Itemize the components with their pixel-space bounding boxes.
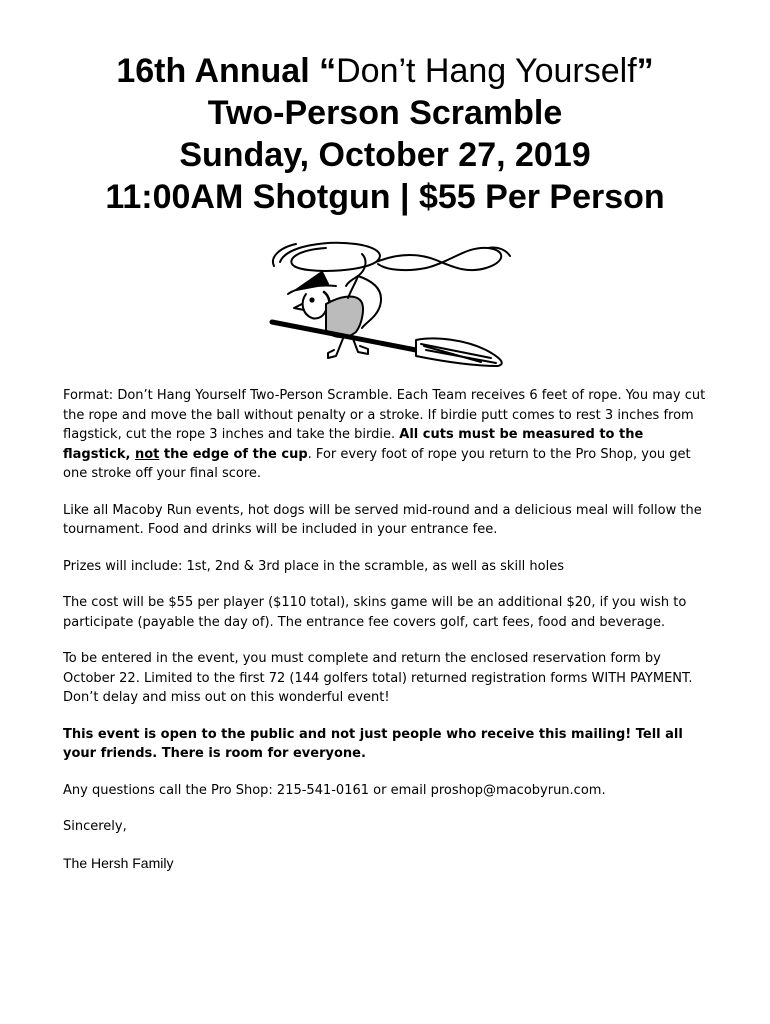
closing-line: Sincerely, bbox=[63, 819, 127, 834]
format-rule-bold-a: All cuts must be measured to the flagstick, bbox=[63, 427, 644, 462]
heading-date: Sunday, October 27, 2019 bbox=[179, 136, 591, 174]
food-paragraph: Like all Macoby Run events, hot dogs will be served mid-round and a delicious meal will follow the tournament. Food and drinks will be included in your entrance fee. bbox=[63, 502, 702, 537]
format-text-b: . For every foot of rope you return to the Pro Shop, you get one stroke off your final score. bbox=[63, 446, 691, 481]
cost-paragraph: The cost will be $55 per player ($110 total), skins game will be an additional $20, if you wish to participate (payable the day of). The entrance fee covers golf, cart fees, food and beverage. bbox=[63, 595, 687, 630]
letter-body bbox=[63, 386, 713, 890]
public-paragraph: This event is open to the public and not just people who receive this mailing! Tell all your friends. There is room for everyone. bbox=[63, 726, 683, 761]
format-paragraph bbox=[63, 386, 713, 484]
heading-open-quote: “ bbox=[319, 52, 337, 90]
format-text-a: Format: Don’t Hang Yourself Two-Person Scramble. Each Team receives 6 feet of rope. You may cut the rope and move the ball without penalty or a stroke. If birdie putt comes to rest 3 inches from flagstick, cut the rope 3 inches and take the birdie. bbox=[63, 388, 706, 442]
heading-event-name: Don’t Hang Yourself bbox=[336, 52, 637, 90]
heading-close-quote: ” bbox=[636, 52, 654, 90]
event-heading bbox=[0, 50, 770, 218]
signature-line: The Hersh Family bbox=[63, 854, 174, 871]
heading-line-1 bbox=[0, 50, 770, 92]
entry-paragraph: To be entered in the event, you must complete and return the enclosed reservation form by October 22. Limited to the first 72 (144 golfers total) returned registration forms WITH PAYMENT. Don’t delay and miss out on this wonderful event! bbox=[63, 651, 693, 705]
prizes-paragraph: Prizes will include: 1st, 2nd & 3rd place in the scramble, as well as skill holes bbox=[63, 558, 565, 574]
heading-edition: 16th Annual bbox=[116, 52, 320, 90]
heading-format: Two-Person Scramble bbox=[207, 94, 563, 132]
witch-on-broom-with-lasso-icon bbox=[266, 232, 522, 372]
heading-time-price: 11:00AM Shotgun | $55 Per Person bbox=[105, 178, 665, 216]
format-rule-bold-b: the edge of the cup bbox=[159, 446, 308, 462]
format-rule-not: not bbox=[134, 446, 160, 462]
questions-paragraph: Any questions call the Pro Shop: 215-541-0161 or email proshop@macobyrun.com. bbox=[63, 782, 606, 798]
